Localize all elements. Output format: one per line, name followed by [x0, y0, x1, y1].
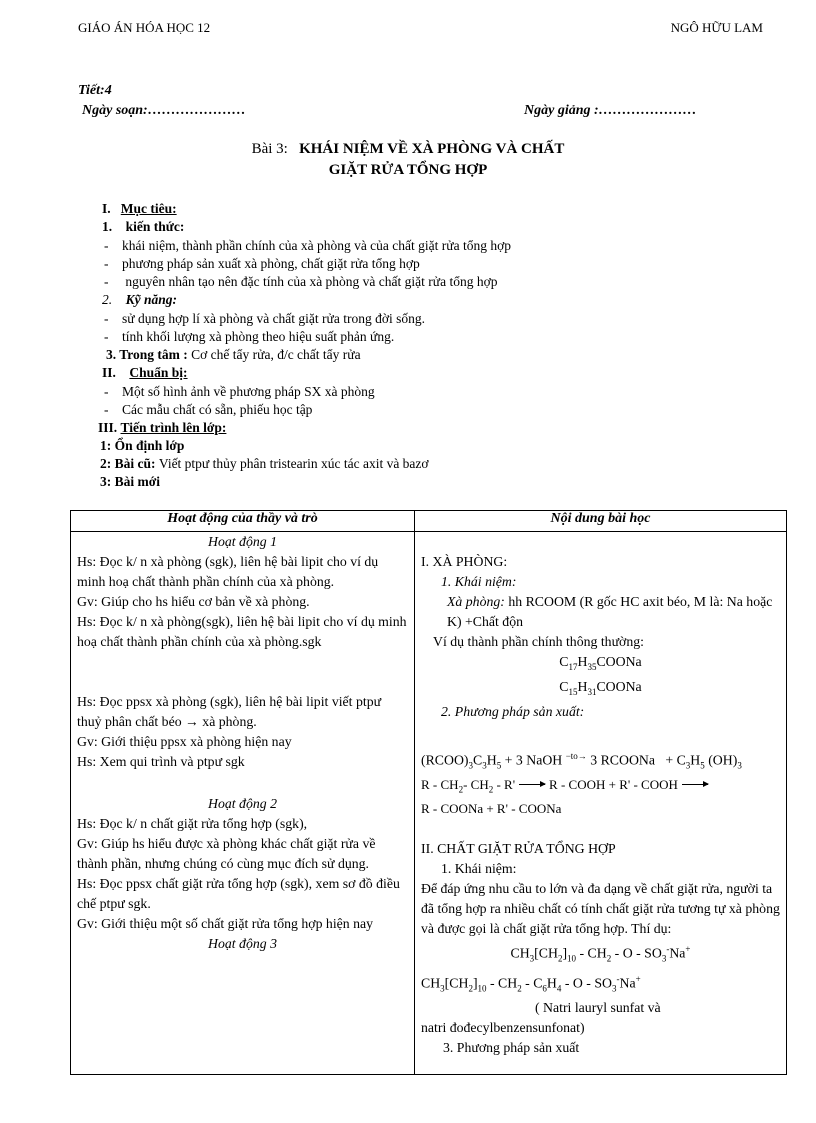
activity-text: Hs: Đọc k/ n xà phòng(sgk), liên hệ bài lipit cho ví dụ minh hoạ chất thành phần chính của xà phòng.sgk	[77, 614, 407, 649]
content-cell	[415, 532, 787, 1075]
header-left: GIÁO ÁN HÓA HỌC 12	[78, 20, 211, 35]
activity-text: Gv: Giới thiệu ppsx xà phòng hiện nay	[77, 734, 292, 749]
col-head-content: Nội dung bài học	[415, 511, 787, 532]
header-right: NGÔ HỮU LAM	[670, 20, 763, 35]
equation-oxidation: R - $CH_2-$ $CH_2$ - R' R - COOH + R' - COOH	[421, 775, 780, 800]
trong-tam: 3. Trong tâm : Cơ chế tẩy rửa, đ/c chất tẩy rửa	[106, 347, 361, 362]
cgr-definition: Để đáp ứng nhu cầu to lớn và đa dạng về chất giặt rửa, người ta đã tổng hợp ra nhiều chất có tính chất giặt rửa tương tự xà phòng và được gọi là chất giặt rửa tổng hợp. Thí dụ:	[421, 881, 780, 937]
arrow-icon	[682, 784, 708, 785]
activity-text: Hs: Đọc ppsx chất giặt rửa tổng hợp (sgk), xem sơ đồ điều chế ptpư sgk.	[77, 876, 400, 911]
lesson-title-main: KHÁI NIỆM VỀ XÀ PHÒNG VÀ CHẤT	[299, 141, 565, 157]
activity-text: Hs: Đọc ppsx xà phòng (sgk), liên hệ bài lipit viết ptpư thuỷ phân chất béo → xà phòng.	[77, 694, 382, 729]
activities-cell	[71, 532, 415, 1075]
formula-names-2: natri đođecylbenzensunfonat)	[421, 1020, 585, 1036]
section-chuan-bi: II. Chuẩn bị:	[102, 365, 188, 380]
section-muc-tieu: I. Mục tiêu:	[102, 201, 177, 216]
formula-names-1: ( Natri lauryl sunfat và	[535, 1000, 661, 1016]
kt-item-3: - nguyên nhân tạo nên đặc tính của xà phòng và chất giặt rửa tổng hợp	[104, 274, 498, 289]
equation-neutralization: R - COONa + R' - COONa	[421, 801, 562, 817]
col-head-activities: Hoạt động của thầy và trò	[71, 511, 415, 532]
section-xa-phong: I. XÀ PHÒNG:	[421, 554, 508, 569]
activity-2-heading: Hoạt động 2	[208, 796, 277, 811]
activity-text: Hs: Xem qui trình và ptpư sgk	[77, 754, 245, 769]
section-chat-giat-rua: II. CHẤT GIẶT RỬA TỔNG HỢP	[421, 841, 616, 857]
xp-example-label: Ví dụ thành phần chính thông thường:	[433, 634, 644, 649]
lesson-number: Tiết:4	[78, 83, 112, 98]
activity-text: Gv: Giúp hs hiểu được xà phòng khác chất giặt rửa về thành phần, nhưng chúng có cùng mục đích sử dụng.	[77, 836, 376, 871]
on-dinh: 1: Ổn định lớp	[100, 438, 185, 453]
activity-3-heading: Hoạt động 3	[208, 936, 277, 951]
cb-item-2: - Các mẫu chất có sẵn, phiếu học tập	[104, 402, 313, 417]
prep-date: Ngày soạn:…………………	[82, 103, 246, 118]
cb-item-1: - Một số hình ảnh về phương pháp SX xà phòng	[104, 384, 375, 399]
formula-lauryl-sulfate: $CH_3[CH_2]_{10} - CH_2$ - O - $SO_3^-Na^+$	[510, 944, 691, 964]
activity-text: Gv: Giúp cho hs hiểu cơ bản về xà phòng.	[77, 594, 310, 609]
lesson-title-prefix: Bài 3:	[251, 141, 288, 157]
kt-item-2: - phương pháp sản xuất xà phòng, chất giặt rửa tổng hợp	[104, 256, 420, 271]
activity-text: Hs: Đọc k/ n xà phòng (sgk), liên hệ bài lipit cho ví dụ minh hoạ chất thành phần chính của xà phòng.	[77, 554, 379, 589]
xp-khai-niem: 1. Khái niệm:	[441, 574, 517, 589]
activity-1-heading: Hoạt động 1	[208, 534, 277, 549]
formula-palmitate: $C_{15}H_{31}COONa$	[559, 678, 642, 697]
activity-text: Gv: Giới thiệu một số chất giặt rửa tổng hợp hiện nay	[77, 916, 374, 931]
sub-kien-thuc: 1. kiến thức:	[102, 219, 185, 234]
bai-moi: 3: Bài mới	[100, 474, 160, 489]
sub-ky-nang: 2. Kỹ năng:	[102, 292, 178, 307]
kn-item-1: - sử dụng hợp lí xà phòng và chất giặt rửa trong đời sống.	[104, 311, 425, 326]
teach-date: Ngày giảng :…………………	[524, 103, 697, 118]
kt-item-1: - khái niệm, thành phần chính của xà phòng và của chất giặt rửa tổng hợp	[104, 238, 511, 253]
formula-dodecylbenzene: $CH_3[CH_2]_{10} - CH_2 - C_6H_4$ - O - $SO_3^-Na^+$	[421, 973, 641, 994]
xp-production: 2. Phương pháp sản xuất:	[441, 703, 585, 719]
kn-item-2: - tính khối lượng xà phòng theo hiệu suất phản ứng.	[104, 329, 395, 344]
formula-stearate: $C_{17}H_{35}COONa$	[559, 654, 642, 672]
equation-saponification: $(RCOO)_3C_3H_5 + 3$ NaOH $^{-to\to}$ 3 RCOONa + $C_3H_5$ $(OH)_3$	[421, 750, 742, 770]
xp-definition: Xà phòng: hh RCOOM (R gốc HC axit béo, M là: Na hoặc K) +Chất độn	[447, 594, 773, 629]
activity-text: Hs: Đọc k/ n chất giặt rửa tổng hợp (sgk),	[77, 816, 308, 831]
section-tien-trinh: III. Tiến trình lên lớp:	[98, 420, 227, 435]
lesson-title-line1	[0, 141, 816, 158]
lesson-table	[70, 510, 787, 1075]
lesson-title-line2: GIẶT RỬA TỔNG HỢP	[328, 162, 488, 178]
arrow-icon	[519, 784, 545, 785]
bai-cu: 2: Bài cũ: Viết ptpư thủy phân tristearin xúc tác axit và bazơ	[100, 456, 429, 471]
cgr-production: 3. Phương pháp sản xuất	[443, 1040, 580, 1056]
cgr-khai-niem: 1. Khái niệm:	[441, 861, 517, 877]
